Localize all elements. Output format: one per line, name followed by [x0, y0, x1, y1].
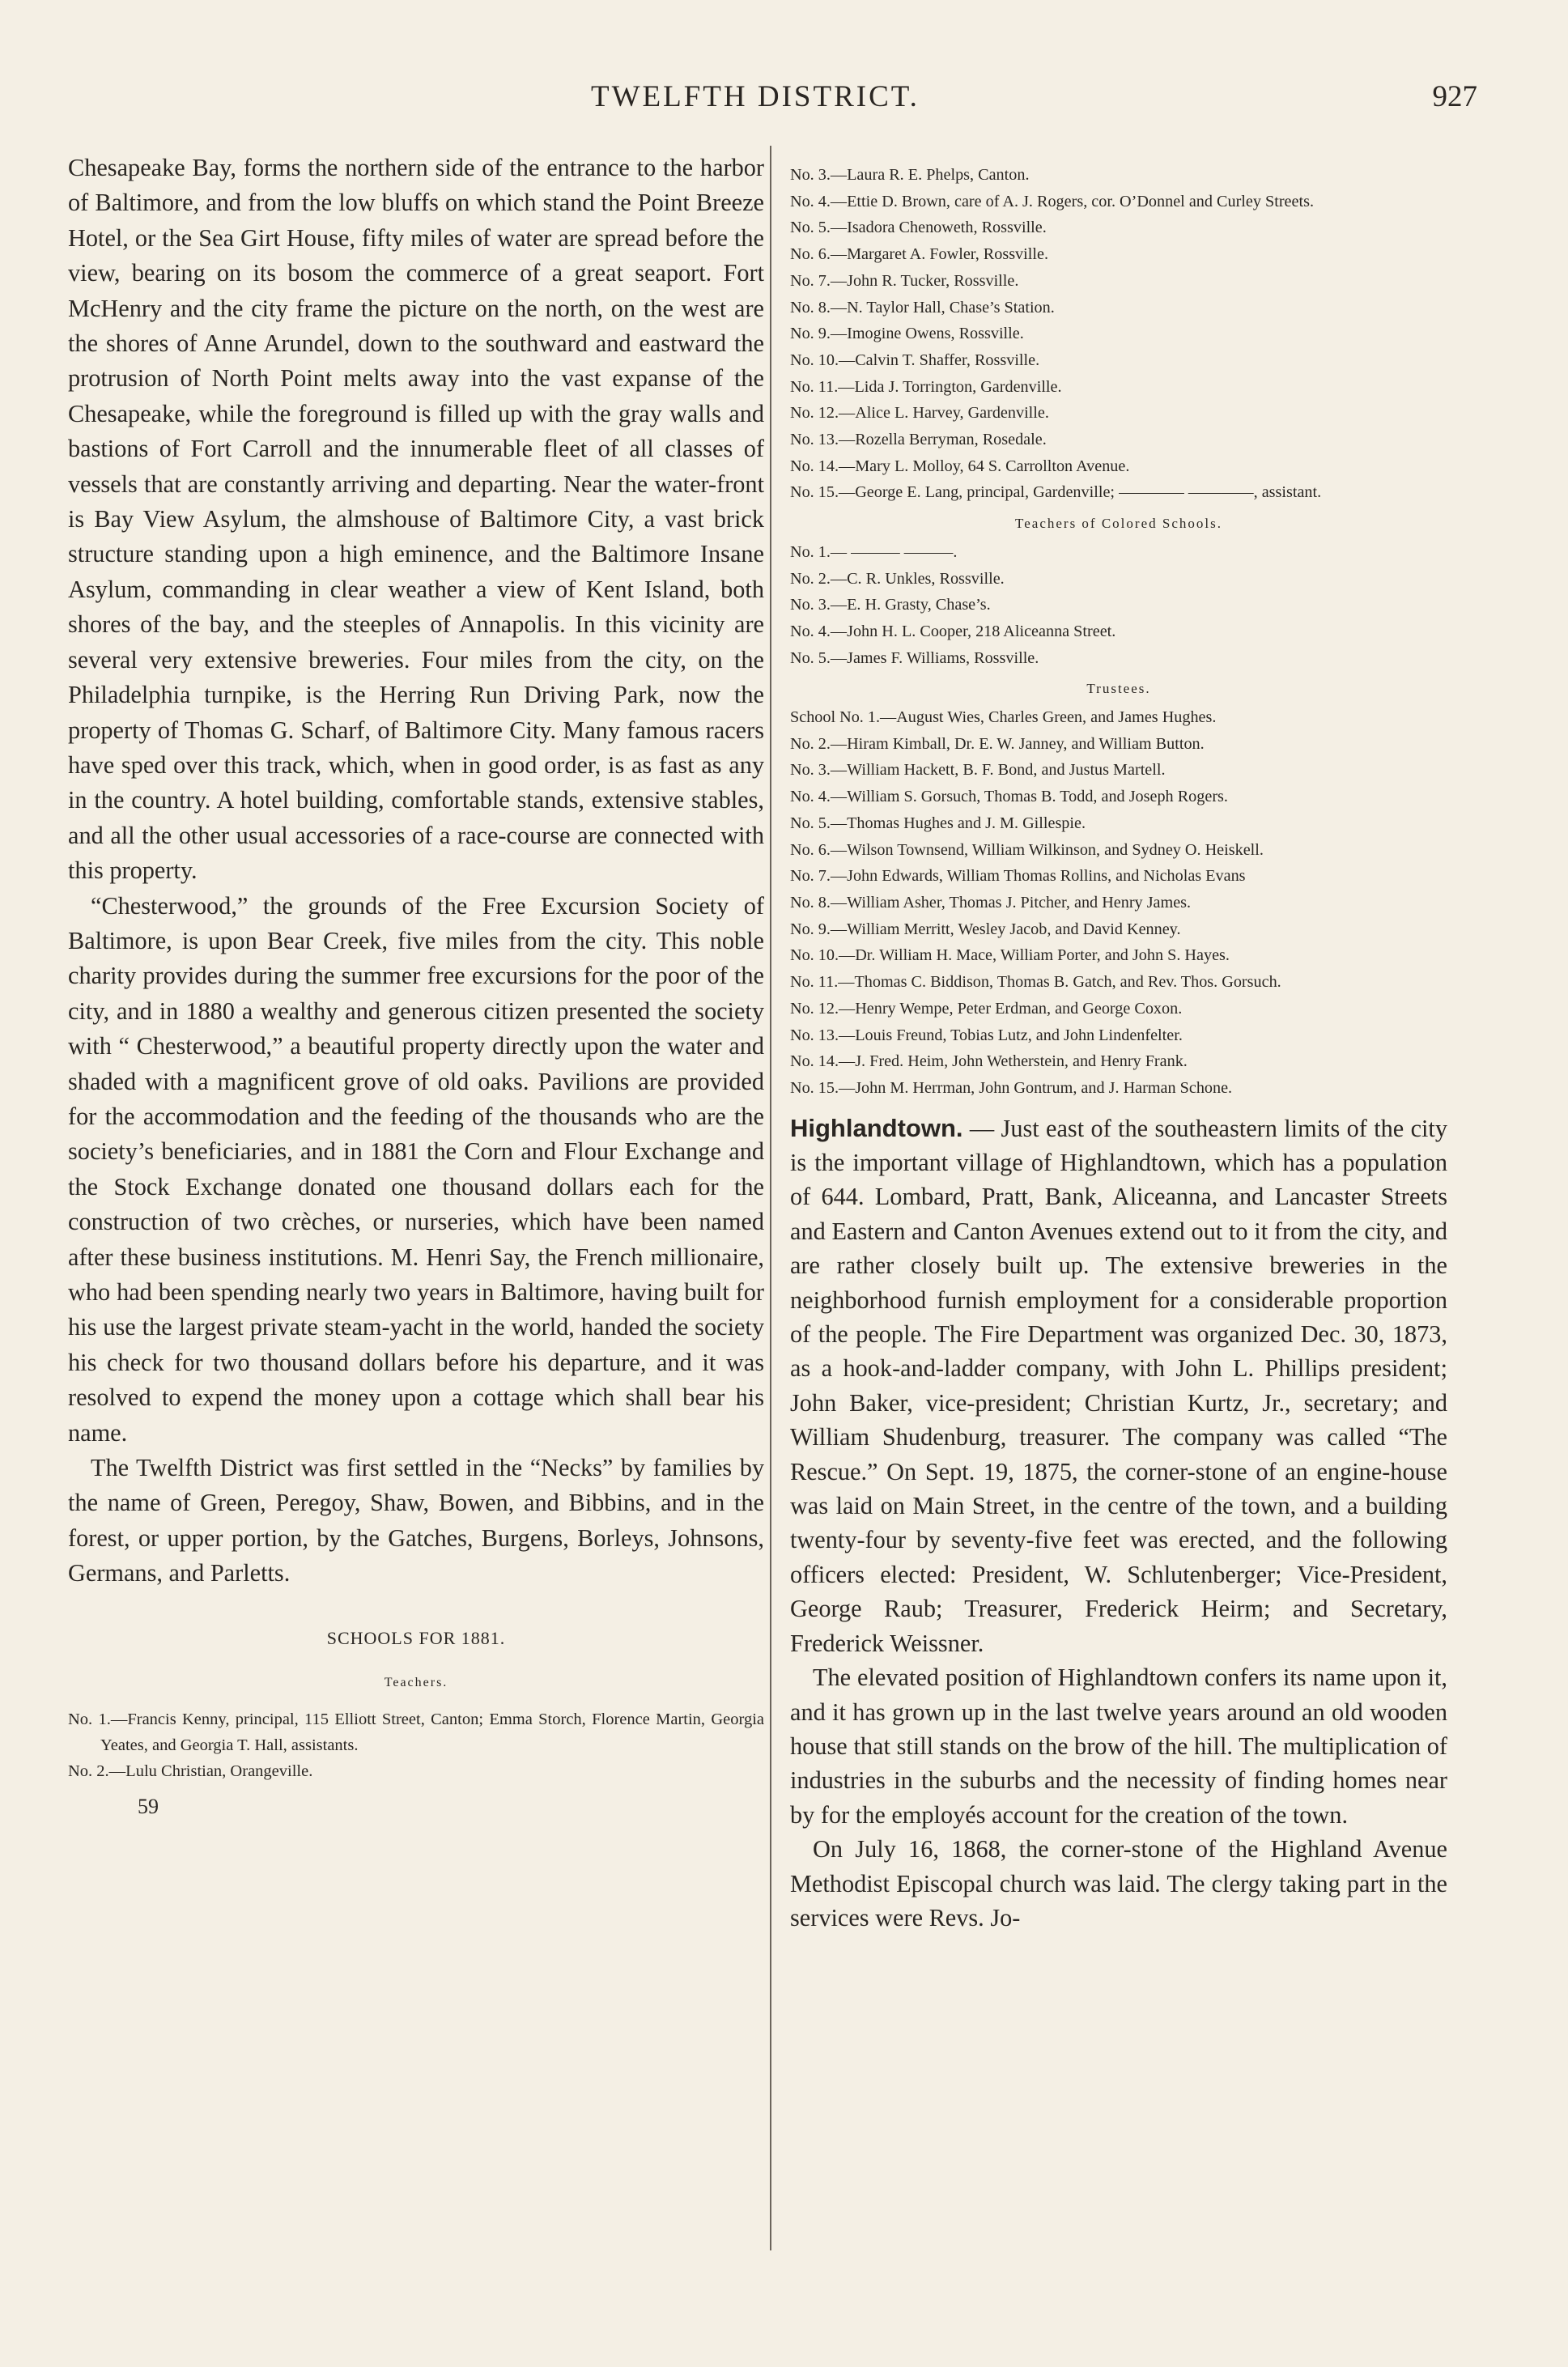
- list-item: No. 7.—John Edwards, William Thomas Rollins, and Nicholas Evans: [790, 867, 1246, 886]
- teachers-list-continued: [790, 162, 1447, 1102]
- list-item: No. 5.—Thomas Hughes and J. M. Gillespie.: [790, 814, 1086, 832]
- paragraph-text: — Just east of the southeastern limits of the city is the important village of Highlandtown, which has a population of 644. Lombard, Pratt, Bank, Aliceanna, and Lancaster Streets and Eastern and Canton Avenues extend out to it from the city, and are rather closely built up. The extensive breweries in the neighborhood furnish employment for a considerable proportion of the people. The Fire Department was organized Dec. 30, 1873, as a hook-and-ladder company, with John L. Phillips president; John Baker, vice-president; Christian Kurtz, Jr., secretary; and William Shudenburg, treasurer. The company was called “The Rescue.” On Sept. 19, 1875, the corner-stone of an engine-house was laid on Main Street, in the centre of the town, and a building twenty-four by seventy-five feet was erected, and the following officers elected: President, W. Schlutenberger; Vice-President, George Raub; Treasurer, Frederick Heirm; and Secretary, Frederick Weissner.: [790, 1114, 1447, 1657]
- list-item: No. 4.—Ettie D. Brown, care of A. J. Rogers, cor. O’Donnel and Curley Streets.: [790, 192, 1314, 210]
- list-item: No. 2.—Hiram Kimball, Dr. E. W. Janney, and William Button.: [790, 734, 1205, 753]
- list-item: No. 14.—Mary L. Molloy, 64 S. Carrollton Avenue.: [790, 457, 1130, 475]
- schools-heading: SCHOOLS FOR 1881.: [326, 1627, 506, 1648]
- paragraph-highlandtown-1: [790, 1111, 1447, 1661]
- list-item: No. 3.—Laura R. E. Phelps, Canton.: [790, 166, 1030, 184]
- list-item: No. 1.—Francis Kenny, principal, 115 Elliott Street, Canton; Emma Storch, Florence Martin, Georgia Yeates, and Georgia T. Hall, assistants.: [68, 1710, 764, 1755]
- list-item: No. 4.—John H. L. Cooper, 218 Aliceanna Street.: [790, 622, 1116, 640]
- list-item: No. 10.—Calvin T. Shaffer, Rossville.: [790, 351, 1040, 369]
- page-title: TWELFTH DISTRICT.: [591, 80, 920, 113]
- list-item: No. 13.—Rozella Berryman, Rosedale.: [790, 431, 1047, 449]
- list-item: No. 10.—Dr. William H. Mace, William Porter, and John S. Hayes.: [790, 946, 1230, 965]
- list-item: No. 6.—Margaret A. Fowler, Rossville.: [790, 245, 1048, 264]
- list-item: No. 3.—E. H. Grasty, Chase’s.: [790, 596, 991, 614]
- list-item: No. 8.—N. Taylor Hall, Chase’s Station.: [790, 298, 1055, 317]
- list-item: No. 2.—Lulu Christian, Orangeville.: [68, 1762, 313, 1781]
- trustees-heading: Trustees.: [1086, 681, 1151, 697]
- list-item: No. 13.—Louis Freund, Tobias Lutz, and John Lindenfelter.: [790, 1026, 1183, 1044]
- section-runin-heading: Highlandtown.: [790, 1113, 963, 1142]
- list-item: No. 11.—Lida J. Torrington, Gardenville.: [790, 377, 1062, 396]
- list-item: No. 2.—C. R. Unkles, Rossville.: [790, 569, 1005, 588]
- list-item: No. 5.—James F. Williams, Rossville.: [790, 648, 1039, 667]
- paragraph-highlandtown-3: On July 16, 1868, the corner-stone of the Highland Avenue Methodist Episcopal church was laid. The clergy taking part in the services were Revs. Jo-: [790, 1835, 1447, 1931]
- list-item: No. 14.—J. Fred. Heim, John Wetherstein, and Henry Frank.: [790, 1052, 1188, 1071]
- signature-mark: 59: [138, 1795, 159, 1819]
- right-column: [790, 162, 1447, 1935]
- schools-section: [68, 1621, 764, 1825]
- highlandtown-section: [790, 1111, 1447, 1936]
- teachers-list: [68, 1706, 764, 1784]
- paragraph-highlandtown-2: The elevated position of Highlandtown confers its name upon it, and it has grown up in the last twelve years around an old wooden house that still stands on the brow of the hill. The multiplication of industries in the suburbs and the necessity of finding homes near by for the employés account for the creation of the town.: [790, 1664, 1447, 1829]
- colored-schools-heading: Teachers of Colored Schools.: [1015, 516, 1222, 532]
- left-column: [68, 151, 764, 1825]
- list-item: No. 4.—William S. Gorsuch, Thomas B. Todd, and Joseph Rogers.: [790, 788, 1228, 806]
- list-item: No. 15.—John M. Herrman, John Gontrum, and J. Harman Schone.: [790, 1078, 1233, 1097]
- list-item: No. 12.—Alice L. Harvey, Gardenville.: [790, 404, 1049, 423]
- list-item: No. 5.—Isadora Chenoweth, Rossville.: [790, 219, 1047, 237]
- running-header: [0, 79, 1568, 120]
- column-divider: [770, 146, 771, 2250]
- list-item: No. 12.—Henry Wempe, Peter Erdman, and George Coxon.: [790, 999, 1183, 1018]
- paragraph-chesterwood: “Chesterwood,” the grounds of the Free Excursion Society of Baltimore, is upon Bear Creek, five miles from the city. This noble charity provides during the summer free excursions for the poor of the city, and in 1880 a wealthy and generous citizen presented the society with “ Chesterwood,” a beautiful property directly upon the water and shaded with a magnificent grove of old oaks. Pavilions are provided for the accommodation and the feeding of the thousands who are the society’s beneficiaries, and in 1881 the Corn and Flour Exchange and the Stock Exchange donated one thousand dollars each for the construction of two crèches, or nurseries, which have been named after these business institutions. M. Henri Say, the French millionaire, who had been spending nearly two years in Baltimore, having built for his use the largest private steam-yacht in the world, handed the society his check for two thousand dollars before his departure, and it was resolved to expend the money upon a cottage which shall bear his name.: [68, 891, 764, 1447]
- list-item: School No. 1.—August Wies, Charles Green, and James Hughes.: [790, 708, 1217, 727]
- teachers-heading: Teachers.: [384, 1676, 448, 1690]
- paragraph-chesapeake: Chesapeake Bay, forms the northern side of the entrance to the harbor of Baltimore, and from the low bluffs on which stand the Point Breeze Hotel, or the Sea Girt House, fifty miles of water are spread before the view, bearing on its bosom the commerce of a great seaport. Fort McHenry and the city frame the picture on the north, on the west are the shores of Anne Arundel, down to the southward and eastward the protrusion of North Point melts away into the vast expanse of the Chesapeake, while the foreground is filled up with the gray walls and bastions of Fort Carroll and the innumerable fleet of all classes of vessels that are constantly arriving and departing. Near the water-front is Bay View Asylum, the almshouse of Baltimore City, a vast brick structure standing upon a high eminence, and the Baltimore Insane Asylum, commanding in clear weather a view of Kent Island, both shores of the bay, and the steeples of Annapolis. In this vicinity are several very extensive breweries. Four miles from the city, on the Philadelphia turnpike, is the Herring Run Driving Park, now the property of Thomas G. Scharf, of Baltimore City. Many famous racers have sped over this track, which, when in good order, is as fast as any in the country. A hotel building, comfortable stands, extensive stables, and all the other usual accessories of a race-course are connected with this property.: [68, 154, 764, 885]
- list-item: No. 8.—William Asher, Thomas J. Pitcher, and Henry James.: [790, 893, 1192, 912]
- list-item: No. 15.—George E. Lang, principal, Gardenville; ———— ————, assistant.: [790, 483, 1322, 502]
- page-number: 927: [1432, 80, 1477, 113]
- paragraph-settlement: The Twelfth District was first settled in the “Necks” by families by the name of Green, Peregoy, Shaw, Bowen, and Bibbins, and in the forest, or upper portion, by the Gatches, Burgens, Borleys, Johnsons, Germans, and Parletts.: [68, 1454, 764, 1587]
- list-item: No. 1.— ——— ———.: [790, 542, 958, 561]
- list-item: No. 9.—William Merritt, Wesley Jacob, and David Kenney.: [790, 920, 1181, 938]
- list-item: No. 6.—Wilson Townsend, William Wilkinson, and Sydney O. Heiskell.: [790, 840, 1264, 859]
- list-item: No. 3.—William Hackett, B. F. Bond, and Justus Martell.: [790, 761, 1166, 780]
- list-item: No. 9.—Imogine Owens, Rossville.: [790, 325, 1024, 343]
- list-item: No. 11.—Thomas C. Biddison, Thomas B. Gatch, and Rev. Thos. Gorsuch.: [790, 973, 1281, 992]
- list-item: No. 7.—John R. Tucker, Rossville.: [790, 271, 1019, 290]
